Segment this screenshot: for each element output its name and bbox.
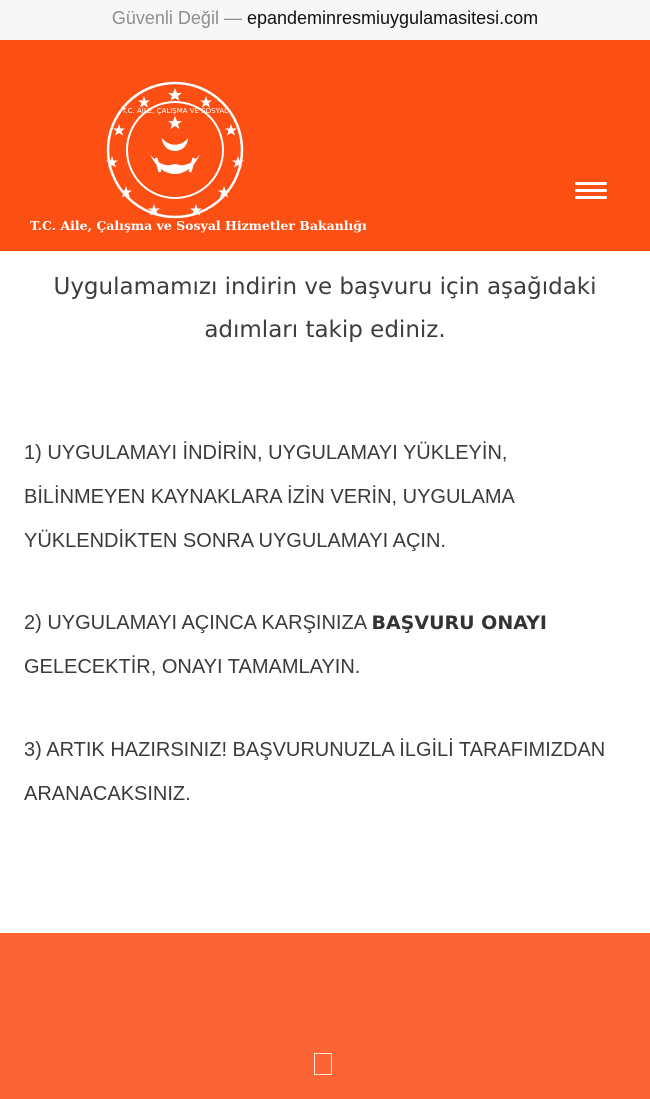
step-2-bold: BAŞVURU ONAYI — [371, 612, 547, 634]
site-footer — [0, 933, 650, 1099]
menu-line — [575, 189, 607, 192]
status-bar — [0, 0, 650, 4]
browser-address-bar[interactable] — [0, 0, 650, 40]
menu-line — [575, 196, 607, 199]
missing-glyph-icon — [314, 1053, 332, 1075]
intro-text: Uygulamamızı indirin ve başvuru için aşağıdaki adımları takip ediniz. — [53, 274, 597, 343]
step-2-part-b: GELECEKTİR, ONAYI TAMAMLAYIN. — [24, 656, 361, 678]
step-2-text — [24, 601, 634, 689]
ministry-name: T.C. Aile, Çalışma ve Sosyal Hizmetler Bakanlığı — [30, 218, 367, 233]
ministry-seal-icon — [100, 80, 250, 220]
svg-text:T.C. AİLE, ÇALIŞMA VE SOSYAL: T.C. AİLE, ÇALIŞMA VE SOSYAL — [121, 107, 229, 115]
step-3-text: 3) ARTIK HAZIRSINIZ! BAŞVURUNUZLA İLGİLİ TARAFIMIZDAN ARANACAKSINIZ. — [24, 739, 606, 805]
hamburger-menu-icon[interactable] — [575, 178, 609, 204]
url-display[interactable] — [0, 8, 650, 29]
step-1-text: 1) UYGULAMAYI İNDİRİN, UYGULAMAYI YÜKLEYİN, BİLİNMEYEN KAYNAKLARA İZİN VERİN, UYGULAMA YÜKLENDİKTEN SONRA UYGULAMAYI AÇIN. — [24, 442, 514, 552]
ministry-logo[interactable] — [100, 80, 250, 220]
site-header — [0, 40, 650, 251]
url-domain: epandeminresmiuygulamasitesi.com — [246, 8, 539, 28]
not-secure-label: Güvenli Değil — — [111, 8, 242, 28]
menu-line — [575, 182, 607, 185]
step-2-part-a: 2) UYGULAMAYI AÇINCA KARŞINIZA — [24, 612, 372, 634]
